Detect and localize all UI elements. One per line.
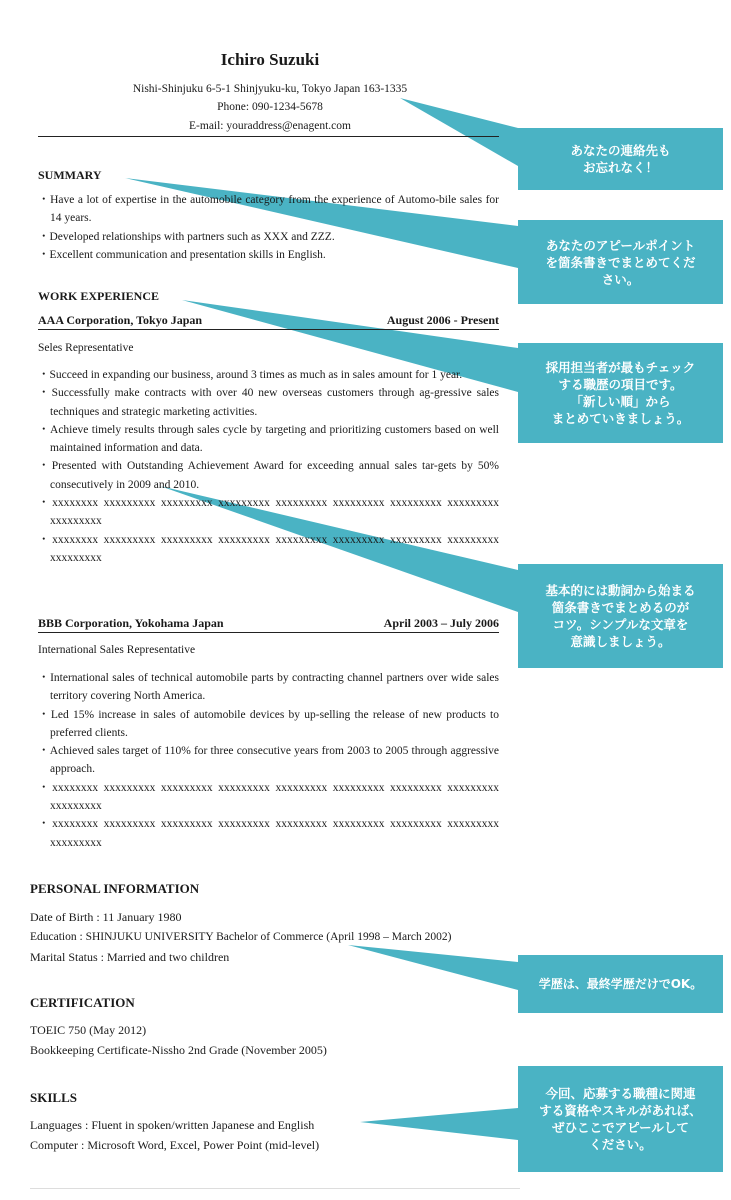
summary-item: ・Excellent communication and presentation skills in English. [38, 248, 326, 261]
duty-item: ・Led 15% increase in sales of automobile devices by up-selling the release of new products to preferred clients. [38, 708, 499, 739]
job-company: BBB Corporation, Yokohama Japan [38, 616, 224, 630]
job-duties [38, 366, 499, 567]
callout-contact: あなたの連絡先も お忘れなく！ [518, 128, 723, 190]
languages-skill: Languages : Fluent in spoken/written Japanese and English [30, 1118, 315, 1132]
job-header [38, 313, 499, 328]
callout-summary: あなたのアピールポイント を箇条書きでまとめてくだ さい。 [518, 220, 723, 304]
personal-heading: PERSONAL INFORMATION [30, 881, 200, 896]
email: E-mail: youraddress@enagent.com [189, 120, 351, 132]
certification-list [30, 1020, 520, 1060]
skills-list [30, 1115, 520, 1155]
marital-status: Marital Status : Married and two children [30, 950, 230, 964]
summary-list [38, 191, 499, 264]
header-divider [38, 136, 499, 137]
job-header [38, 616, 499, 631]
bottom-divider [30, 1188, 520, 1189]
skills-heading: SKILLS [30, 1090, 77, 1105]
job-title: International Sales Representative [38, 644, 196, 656]
applicant-name: Ichiro Suzuki [220, 50, 320, 69]
job-title: Seles Representative [38, 342, 134, 354]
job-divider [38, 632, 499, 633]
duty-item: ・xxxxxxxx xxxxxxxxx xxxxxxxxx xxxxxxxxx xxxxxxxxx xxxxxxxxx xxxxxxxxx xxxxxxxxx xxxxxxxxx [38, 497, 499, 528]
callout-verbs: 基本的には動詞から始まる 箇条書きでまとめるのが コツ。シンプルな文章を 意識しましょう。 [518, 564, 723, 668]
education: Education : SHINJUKU UNIVERSITY Bachelor of Commerce (April 1998 – March 2002) [30, 931, 452, 943]
callout-education: 学歴は、最終学歴だけでOK。 [518, 955, 723, 1013]
work-heading: WORK EXPERIENCE [38, 289, 160, 303]
callout-skills: 今回、応募する職種に関連 する資格やスキルがあれば、 ぜひここでアピールして ください。 [518, 1066, 723, 1172]
certification-item: Bookkeeping Certificate-Nissho 2nd Grade (November 2005) [30, 1043, 327, 1057]
job-divider [38, 329, 499, 330]
duty-item: ・Achieve timely results through sales cycle by targeting and prioritizing customers based on well maintained information and data. [38, 423, 499, 455]
job-duties [38, 669, 499, 852]
summary-item: ・Developed relationships with partners such as XXX and ZZZ. [38, 230, 335, 243]
duty-item: ・Successfully make contracts with over 40 new overseas customers through ag-gressive sales techniques and strategic marketing activities. [38, 387, 499, 418]
certification-heading: CERTIFICATION [30, 995, 135, 1010]
duty-item: ・xxxxxxxx xxxxxxxxx xxxxxxxxx xxxxxxxxx xxxxxxxxx xxxxxxxxx xxxxxxxxx xxxxxxxxx xxxxxxxxx [38, 533, 499, 564]
job-dates: August 2006 - Present [386, 313, 499, 327]
summary-item: ・Have a lot of expertise in the automobile category from the experience of Automo-bile sales for 14 years. [38, 194, 499, 225]
job-company: AAA Corporation, Tokyo Japan [38, 313, 203, 327]
duty-item: ・International sales of technical automobile parts by contracting channel partners over wide sales territory covering North America. [38, 672, 499, 703]
address: Nishi-Shinjuku 6-5-1 Shinjyuku-ku, Tokyo Japan 163-1335 [132, 83, 408, 95]
phone: Phone: 090-1234-5678 [217, 101, 323, 113]
computer-skill: Computer : Microsoft Word, Excel, Power Point (mid-level) [30, 1138, 320, 1152]
birth-date: Date of Birth : 11 January 1980 [30, 910, 182, 924]
certification-item: TOEIC 750 (May 2012) [30, 1023, 147, 1037]
job-dates: April 2003 – July 2006 [383, 616, 499, 630]
personal-info [30, 907, 520, 967]
callout-work: 採用担当者が最もチェック する職歴の項目です。 「新しい順」から まとめていきましょう。 [518, 343, 723, 443]
duty-item: ・Presented with Outstanding Achievement Award for exceeding annual sales tar-gets by 50% consecutively in 2009 and 2010. [38, 460, 499, 491]
summary-heading: SUMMARY [38, 168, 102, 182]
duty-item: ・xxxxxxxx xxxxxxxxx xxxxxxxxx xxxxxxxxx xxxxxxxxx xxxxxxxxx xxxxxxxxx xxxxxxxxx xxxxxxxxx [38, 818, 499, 849]
duty-item: ・Achieved sales target of 110% for three consecutive years from 2003 to 2005 through aggressive approach. [38, 745, 499, 776]
duty-item: ・xxxxxxxx xxxxxxxxx xxxxxxxxx xxxxxxxxx xxxxxxxxx xxxxxxxxx xxxxxxxxx xxxxxxxxx xxxxxxxxx [38, 781, 499, 813]
duty-item: ・Succeed in expanding our business, around 3 times as much as in sales amount for 1 year. [38, 369, 463, 381]
